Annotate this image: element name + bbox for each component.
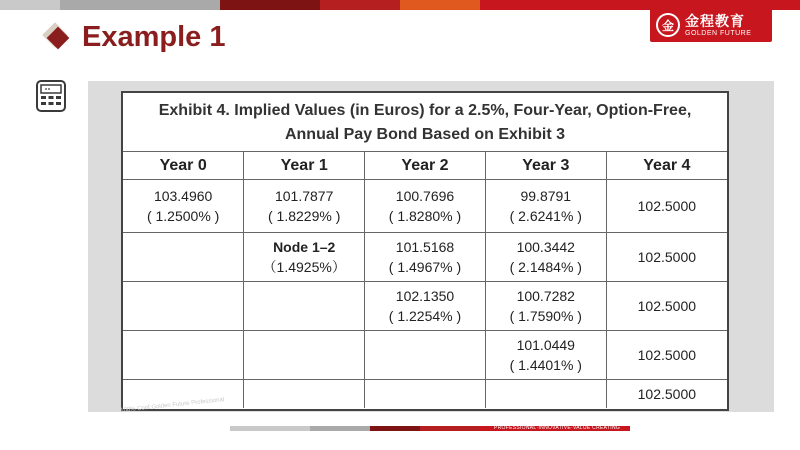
table-cell	[606, 282, 727, 331]
cell-rate: ( 2.6241% )	[509, 208, 582, 224]
table-cell	[485, 380, 606, 409]
table-cell	[485, 180, 606, 233]
table-cell	[365, 282, 486, 331]
cell-value: 99.8791	[520, 188, 572, 204]
exhibit-table-container	[121, 91, 729, 411]
header-cell: Year 4	[606, 152, 727, 180]
table-cell	[485, 331, 606, 380]
cell-rate: （1.4925%）	[262, 259, 346, 275]
table-cell	[244, 331, 365, 380]
cell-rate: ( 1.4967% )	[388, 259, 462, 275]
cell-value: 102.5000	[637, 198, 697, 214]
table-cell	[365, 331, 486, 380]
cell-rate: ( 1.2500% )	[146, 208, 220, 224]
table-caption	[123, 93, 727, 152]
header-cell: Year 0	[123, 152, 244, 180]
exhibit-table	[123, 93, 727, 408]
cell-rate: ( 2.1484% )	[509, 259, 582, 275]
cell-rate: ( 1.8229% )	[268, 208, 341, 224]
calculator-icon[interactable]	[36, 80, 66, 112]
cell-value: 102.5000	[637, 347, 697, 363]
header-row	[123, 152, 727, 180]
logo-chinese-text: 金程教育	[685, 12, 745, 29]
table-cell	[606, 180, 727, 233]
cell-value: 101.0449	[516, 337, 575, 353]
table-cell	[606, 331, 727, 380]
table-cell	[123, 282, 244, 331]
cell-value: 100.7282	[516, 288, 575, 304]
table-cell	[123, 331, 244, 380]
table-cell	[244, 380, 365, 409]
cell-value: 101.7877	[274, 188, 334, 204]
footer-tagline: PROFESSIONAL·INNOVATIVE·VALUE CREATING	[494, 425, 621, 431]
cell-value: 100.7696	[395, 188, 455, 204]
golden-future-logo-icon: 金	[656, 13, 680, 37]
table-row	[123, 331, 727, 380]
table-cell	[365, 380, 486, 409]
table-cell	[123, 180, 244, 233]
caption-line-2: Annual Pay Bond Based on Exhibit 3	[284, 126, 566, 143]
cell-value: 103.4960	[153, 188, 213, 204]
header-cell: Year 1	[244, 152, 365, 180]
cell-value: 101.5168	[395, 239, 455, 255]
cell-rate: ( 1.4401% )	[509, 357, 582, 373]
cell-value: 102.5000	[637, 298, 697, 314]
header-cell: Year 3	[485, 152, 606, 180]
table-cell	[485, 282, 606, 331]
table-cell	[244, 180, 365, 233]
table-cell	[485, 233, 606, 282]
header-cell: Year 2	[365, 152, 486, 180]
logo-english-text: GOLDEN FUTURE	[685, 29, 752, 37]
table-cell	[123, 233, 244, 282]
cell-rate: ( 1.8280% )	[388, 208, 462, 224]
cell-rate: ( 1.2254% )	[388, 308, 462, 324]
cell-rate: ( 1.7590% )	[509, 308, 582, 324]
table-cell	[606, 233, 727, 282]
table-cell	[365, 233, 486, 282]
caption-line-1: Exhibit 4. Implied Values (in Euros) for a 2.5%, Four-Year, Option-Free,	[158, 102, 692, 119]
table-cell	[244, 282, 365, 331]
table-cell	[244, 233, 365, 282]
golden-future-logo	[650, 8, 772, 42]
table-row	[123, 180, 727, 233]
table-cell	[365, 180, 486, 233]
cell-value: 102.5000	[637, 249, 697, 265]
node-label: Node 1–2	[273, 239, 336, 255]
cell-value: 102.5000	[637, 386, 697, 402]
cell-value: 102.1350	[395, 288, 455, 304]
diamond-bullet-icon	[37, 22, 71, 56]
table-row	[123, 233, 727, 282]
table-row	[123, 282, 727, 331]
slide-title: Example 1	[82, 21, 226, 53]
table-cell	[606, 380, 727, 409]
watermark: 100% Conf.Golden Future Professional	[120, 397, 225, 414]
cell-value: 100.3442	[516, 239, 575, 255]
